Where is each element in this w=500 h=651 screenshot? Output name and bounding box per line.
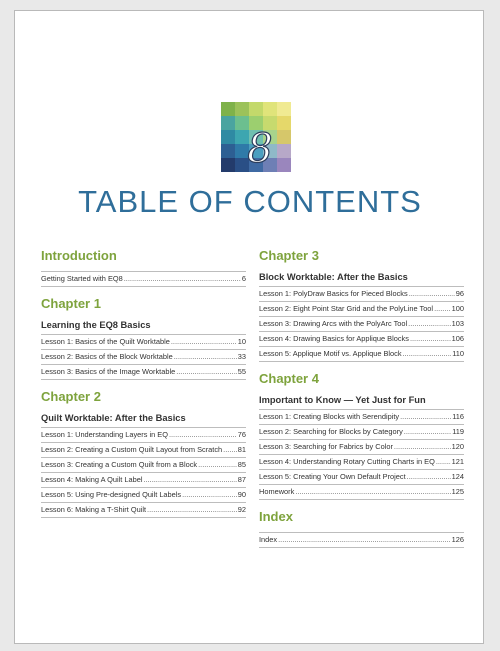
toc-entry-title: Homework [259,487,295,496]
toc-entry[interactable] [259,302,464,317]
logo-tile [277,158,291,172]
toc-dot-leader [169,430,237,440]
toc-column-left [41,247,246,518]
toc-page-number: 106 [451,334,464,343]
toc-entry[interactable] [259,286,464,302]
toc-dot-leader [409,289,455,299]
toc-entry-title: Lesson 3: Creating a Custom Quilt from a Block [41,460,198,469]
toc-dot-leader [404,427,451,437]
chapter-heading: Introduction [41,248,117,263]
toc-entry-title: Lesson 4: Making A Quilt Label [41,475,143,484]
document-page [14,10,484,644]
chapter-subheading: Important to Know — Yet Just for Fun [259,395,426,405]
toc-entry-title: Index [259,535,278,544]
toc-entry[interactable] [259,455,464,470]
chapter-heading: Chapter 4 [259,371,319,386]
toc-entry[interactable] [41,350,246,365]
toc-page-number: 85 [237,460,246,469]
toc-dot-leader [147,505,237,515]
toc-page-number: 76 [237,430,246,439]
chapter-subheading: Learning the EQ8 Basics [41,320,151,330]
toc-entry[interactable] [41,458,246,473]
toc-page-number: 119 [452,427,464,436]
toc-page-number: 10 [237,337,246,346]
toc-dot-leader [182,490,237,500]
eq8-logo [221,102,291,172]
toc-entry-title: Lesson 5: Using Pre-designed Quilt Labels [41,490,182,499]
toc-entry[interactable] [41,334,246,350]
chapter-subheading: Quilt Worktable: After the Basics [41,413,186,423]
toc-dot-leader [176,367,237,377]
toc-page-number: 120 [451,442,464,451]
toc-entry-title: Lesson 2: Searching for Blocks by Category [259,427,403,436]
toc-entry-title: Lesson 1: PolyDraw Basics for Pieced Blocks [259,289,408,298]
logo-mark: 8 [247,126,273,172]
toc-page-number: 124 [451,472,464,481]
logo-tile [221,102,235,116]
toc-dot-leader [408,319,451,329]
toc-dot-leader [223,445,237,455]
toc-entry-title: Lesson 3: Basics of the Image Worktable [41,367,176,376]
toc-dot-leader [403,349,452,359]
toc-entry[interactable] [259,317,464,332]
toc-entry[interactable] [41,427,246,443]
toc-page-number: 33 [237,352,246,361]
logo-tile [221,144,235,158]
toc-dot-leader [394,442,451,452]
toc-entry-title: Lesson 5: Applique Motif vs. Applique Block [259,349,402,358]
toc-dot-leader [410,334,451,344]
toc-page-number: 121 [451,457,464,466]
chapter-subheading: Block Worktable: After the Basics [259,272,408,282]
chapter-heading: Chapter 1 [41,296,101,311]
toc-entry-title: Lesson 1: Basics of the Quilt Worktable [41,337,170,346]
toc-entry-title: Lesson 3: Searching for Fabrics by Color [259,442,393,451]
toc-entry[interactable] [259,409,464,425]
toc-page-number: 125 [451,487,464,496]
toc-dot-leader [295,487,450,497]
toc-page-number: 90 [237,490,246,499]
logo-tile [263,102,277,116]
toc-entry[interactable] [259,470,464,485]
toc-entry[interactable] [259,532,464,548]
toc-dot-leader [171,337,237,347]
logo-tile [221,158,235,172]
toc-dot-leader [124,274,241,284]
toc-entry-title: Lesson 1: Understanding Layers in EQ [41,430,168,439]
toc-entry[interactable] [259,332,464,347]
toc-dot-leader [143,475,236,485]
toc-entry-title: Lesson 6: Making a T-Shirt Quilt [41,505,147,514]
logo-tile [277,144,291,158]
toc-page-number: 92 [237,505,246,514]
toc-dot-leader [400,412,451,422]
toc-entry[interactable] [41,271,246,287]
toc-page-number: 87 [237,475,246,484]
toc-entry-title: Lesson 2: Basics of the Block Worktable [41,352,173,361]
logo-tile [277,116,291,130]
toc-entry-title: Lesson 2: Creating a Custom Quilt Layout from Scratch [41,445,223,454]
toc-page-number: 6 [241,274,246,283]
toc-page-number: 110 [452,349,464,358]
toc-entry-title: Lesson 3: Drawing Arcs with the PolyArc Tool [259,319,408,328]
toc-entry-title: Lesson 4: Drawing Basics for Applique Blocks [259,334,409,343]
page-title: TABLE OF CONTENTS [78,184,422,219]
toc-entry[interactable] [41,443,246,458]
toc-dot-leader [198,460,237,470]
toc-entry-title: Lesson 2: Eight Point Star Grid and the PolyLine Tool [259,304,434,313]
logo-tile [249,102,263,116]
toc-page-number: 116 [452,412,464,421]
chapter-heading: Chapter 2 [41,389,101,404]
toc-dot-leader [278,535,451,545]
toc-entry-title: Lesson 5: Creating Your Own Default Project [259,472,406,481]
toc-page-number: 126 [451,535,464,544]
toc-dot-leader [434,304,451,314]
toc-page-number: 103 [451,319,464,328]
toc-page-number: 81 [237,445,246,454]
logo-tile [221,116,235,130]
toc-column-right [259,247,464,548]
toc-dot-leader [407,472,451,482]
toc-entry[interactable] [41,488,246,503]
toc-page-number: 96 [455,289,464,298]
logo-tile [221,130,235,144]
toc-page-number: 55 [237,367,246,376]
toc-entry[interactable] [41,473,246,488]
toc-entry[interactable] [259,440,464,455]
logo-tile [235,102,249,116]
toc-entry-title: Getting Started with EQ8 [41,274,123,283]
toc-dot-leader [174,352,237,362]
toc-entry[interactable] [41,365,246,380]
logo-tile [277,130,291,144]
chapter-heading: Index [259,509,293,524]
toc-page-number: 100 [451,304,464,313]
chapter-heading: Chapter 3 [259,248,319,263]
toc-entry[interactable] [259,425,464,440]
toc-dot-leader [436,457,451,467]
toc-entry-title: Lesson 1: Creating Blocks with Serendipity [259,412,400,421]
toc-entry-title: Lesson 4: Understanding Rotary Cutting Charts in EQ [259,457,435,466]
logo-tile [277,102,291,116]
toc-entry[interactable] [259,485,464,500]
toc-entry[interactable] [41,503,246,518]
toc-entry[interactable] [259,347,464,362]
